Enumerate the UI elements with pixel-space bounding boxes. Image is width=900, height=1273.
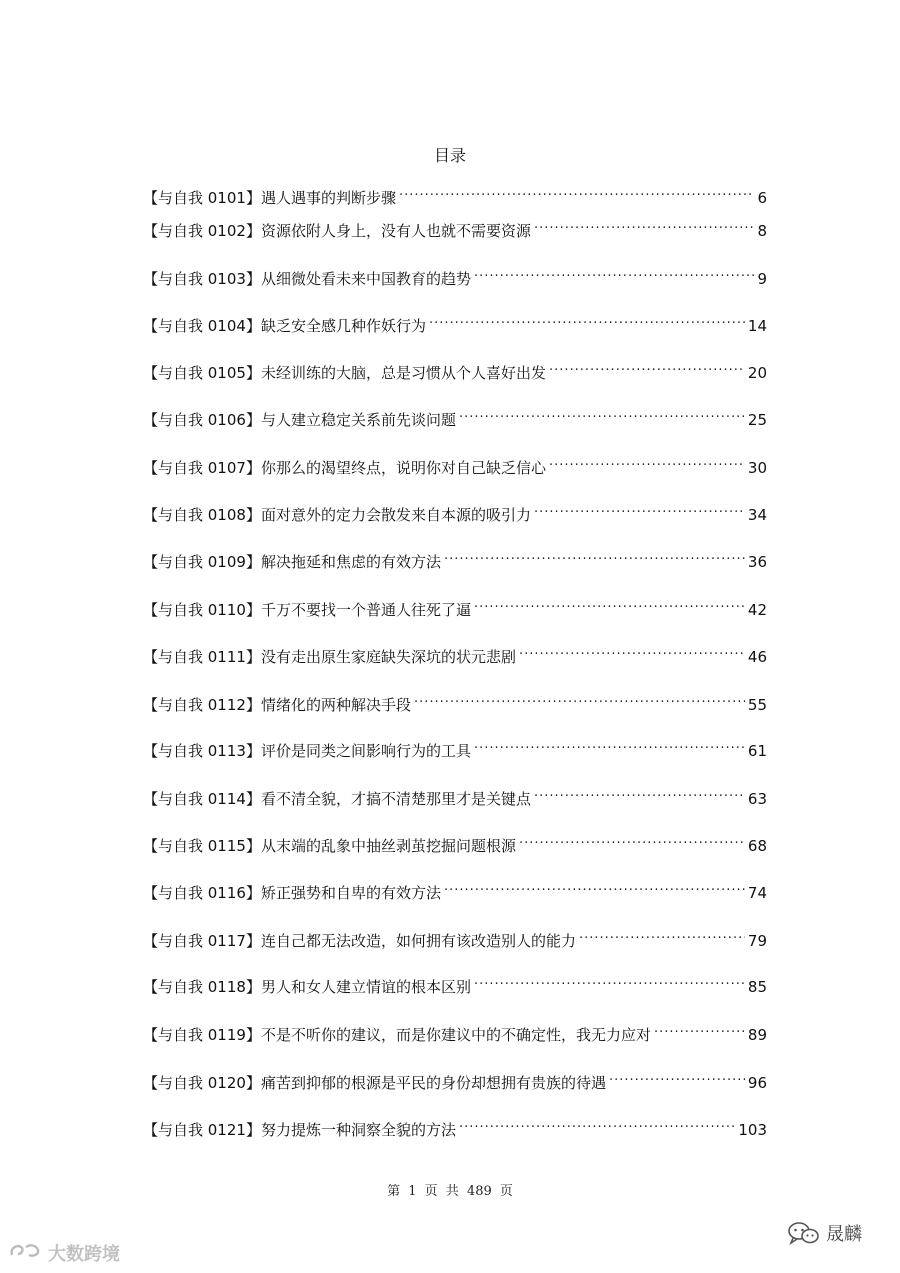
toc-entry-tag: 【与自我 0112】 bbox=[143, 696, 261, 714]
toc-entry-page-number: 6 bbox=[757, 189, 767, 207]
toc-entry-tag: 【与自我 0103】 bbox=[143, 270, 261, 288]
toc-entry-page-number: 89 bbox=[747, 1026, 767, 1044]
toc-dot-leader bbox=[534, 498, 745, 520]
toc-entry[interactable] bbox=[143, 734, 767, 760]
toc-entry-title: 与人建立稳定关系前先谈问题 bbox=[260, 411, 456, 429]
watermark-right-text: 晟麟 bbox=[826, 1224, 862, 1245]
toc-dot-leader bbox=[519, 640, 745, 662]
toc-entry[interactable] bbox=[143, 876, 767, 902]
toc-entry-tag: 【与自我 0115】 bbox=[143, 837, 261, 855]
toc-dot-leader bbox=[429, 309, 745, 331]
toc-entry-tag: 【与自我 0110】 bbox=[143, 601, 261, 619]
toc-entry-tag: 【与自我 0105】 bbox=[143, 364, 261, 382]
toc-entry-tag: 【与自我 0101】 bbox=[143, 189, 261, 207]
toc-dot-leader bbox=[399, 181, 754, 203]
toc-entry-page-number: 36 bbox=[747, 553, 767, 571]
toc-dot-leader bbox=[474, 970, 745, 992]
toc-dot-leader bbox=[444, 545, 745, 567]
toc-entry-title: 情绪化的两种解决手段 bbox=[260, 696, 411, 714]
toc-entry-page-number: 34 bbox=[747, 506, 767, 524]
toc-entry[interactable] bbox=[143, 356, 767, 382]
toc-entry[interactable] bbox=[143, 640, 767, 666]
toc-dot-leader bbox=[474, 262, 754, 284]
toc-entry-page-number: 42 bbox=[747, 601, 767, 619]
toc-entry[interactable] bbox=[143, 309, 767, 335]
toc-entry-page-number: 14 bbox=[747, 317, 767, 335]
toc-entry-page-number: 74 bbox=[747, 884, 767, 902]
toc-dot-leader bbox=[579, 924, 745, 946]
toc-entry-tag: 【与自我 0108】 bbox=[143, 506, 261, 524]
toc-entry-title: 从末端的乱象中抽丝剥茧挖掘问题根源 bbox=[260, 837, 516, 855]
toc-dot-leader bbox=[609, 1066, 745, 1088]
toc-entry-tag: 【与自我 0119】 bbox=[143, 1026, 261, 1044]
toc-entry-page-number: 96 bbox=[747, 1074, 767, 1092]
toc-entry-tag: 【与自我 0117】 bbox=[143, 932, 261, 950]
toc-entry[interactable] bbox=[143, 262, 767, 288]
toc-entry[interactable] bbox=[143, 1018, 767, 1044]
toc-entry-tag: 【与自我 0106】 bbox=[143, 411, 261, 429]
toc-entry-title: 评价是同类之间影响行为的工具 bbox=[260, 742, 471, 760]
toc-entry-title: 遇人遇事的判断步骤 bbox=[260, 189, 396, 207]
toc-entry-page-number: 25 bbox=[747, 411, 767, 429]
toc-entry-tag: 【与自我 0120】 bbox=[143, 1074, 261, 1092]
toc-dot-leader bbox=[519, 829, 745, 851]
toc-dot-leader bbox=[534, 782, 745, 804]
toc-entry-title: 从细微处看未来中国教育的趋势 bbox=[260, 270, 471, 288]
watermark-left bbox=[8, 1240, 120, 1266]
toc-entry-page-number: 63 bbox=[747, 790, 767, 808]
toc-entry-page-number: 8 bbox=[757, 222, 767, 240]
toc-entry-title: 矫正强势和自卑的有效方法 bbox=[260, 884, 441, 902]
toc-entry-page-number: 9 bbox=[757, 270, 767, 288]
toc-entry[interactable] bbox=[143, 403, 767, 429]
toc-entry[interactable] bbox=[143, 214, 767, 240]
toc-entry-page-number: 68 bbox=[747, 837, 767, 855]
toc-entry-tag: 【与自我 0118】 bbox=[143, 978, 261, 996]
toc-entry[interactable] bbox=[143, 782, 767, 808]
toc-dot-leader bbox=[549, 451, 745, 473]
toc-entry-tag: 【与自我 0111】 bbox=[143, 648, 261, 666]
toc-entry-title: 解决拖延和焦虑的有效方法 bbox=[260, 553, 441, 571]
toc-dot-leader bbox=[459, 1113, 735, 1135]
toc-entry-title: 未经训练的大脑，总是习惯从个人喜好出发 bbox=[260, 364, 546, 382]
toc-entry-title: 连自己都无法改造，如何拥有该改造别人的能力 bbox=[260, 932, 576, 950]
toc-entry-page-number: 61 bbox=[747, 742, 767, 760]
toc-dot-leader bbox=[414, 688, 745, 710]
toc-entry-tag: 【与自我 0116】 bbox=[143, 884, 261, 902]
toc-entry-page-number: 30 bbox=[747, 459, 767, 477]
toc-entry[interactable] bbox=[143, 181, 767, 207]
toc-entry-page-number: 103 bbox=[738, 1121, 767, 1139]
toc-entry[interactable] bbox=[143, 545, 767, 571]
toc-entry-page-number: 85 bbox=[747, 978, 767, 996]
toc-entry-tag: 【与自我 0102】 bbox=[143, 222, 261, 240]
toc-entry-tag: 【与自我 0109】 bbox=[143, 553, 261, 571]
toc-entry-title: 你那么的渴望终点，说明你对自己缺乏信心 bbox=[260, 459, 546, 477]
page-title: 目录 bbox=[433, 146, 466, 165]
toc-entry-title: 看不清全貌，才搞不清楚那里才是关键点 bbox=[260, 790, 531, 808]
toc-entry-title: 资源依附人身上，没有人也就不需要资源 bbox=[260, 222, 531, 240]
toc-entry-tag: 【与自我 0121】 bbox=[143, 1121, 261, 1139]
toc-dot-leader bbox=[474, 734, 745, 756]
toc-entry-page-number: 20 bbox=[747, 364, 767, 382]
toc-entry-tag: 【与自我 0113】 bbox=[143, 742, 261, 760]
toc-entry-title: 男人和女人建立情谊的根本区别 bbox=[260, 978, 471, 996]
toc-dot-leader bbox=[444, 876, 745, 898]
toc-entry-title: 没有走出原生家庭缺失深坑的状元悲剧 bbox=[260, 648, 516, 666]
toc-entry-page-number: 46 bbox=[747, 648, 767, 666]
wechat-icon bbox=[786, 1220, 820, 1246]
toc-entry[interactable] bbox=[143, 829, 767, 855]
toc-dot-leader bbox=[549, 356, 745, 378]
toc-entry-page-number: 55 bbox=[747, 696, 767, 714]
toc-entry-title: 面对意外的定力会散发来自本源的吸引力 bbox=[260, 506, 531, 524]
toc-entry-tag: 【与自我 0114】 bbox=[143, 790, 261, 808]
toc-entry[interactable] bbox=[143, 924, 767, 950]
toc-entry-page-number: 79 bbox=[747, 932, 767, 950]
toc-dot-leader bbox=[534, 214, 754, 236]
toc-entry[interactable] bbox=[143, 1066, 767, 1092]
toc-dot-leader bbox=[654, 1018, 745, 1040]
toc-entry[interactable] bbox=[143, 451, 767, 477]
toc-entry-title: 不是不听你的建议，而是你建议中的不确定性，我无力应对 bbox=[260, 1026, 651, 1044]
toc-entry-tag: 【与自我 0104】 bbox=[143, 317, 261, 335]
toc-entry[interactable] bbox=[143, 593, 767, 619]
toc-dot-leader bbox=[474, 593, 745, 615]
page-footer: 第 1 页 共 489 页 bbox=[387, 1184, 513, 1199]
toc-entry[interactable] bbox=[143, 970, 767, 996]
toc-entry-title: 千万不要找一个普通人往死了逼 bbox=[260, 601, 471, 619]
toc-dot-leader bbox=[459, 403, 745, 425]
toc-entry-title: 努力提炼一种洞察全貌的方法 bbox=[260, 1121, 456, 1139]
toc-entry[interactable] bbox=[143, 498, 767, 524]
toc-entry-tag: 【与自我 0107】 bbox=[143, 459, 261, 477]
toc-entry-title: 痛苦到抑郁的根源是平民的身份却想拥有贵族的待遇 bbox=[260, 1074, 606, 1092]
watermark-left-text: 大数跨境 bbox=[48, 1244, 120, 1265]
watermark-logo-icon bbox=[8, 1241, 44, 1266]
toc-entry[interactable] bbox=[143, 1113, 767, 1139]
watermark-right bbox=[786, 1216, 862, 1250]
toc-entry-title: 缺乏安全感几种作妖行为 bbox=[260, 317, 426, 335]
toc-entry[interactable] bbox=[143, 688, 767, 714]
